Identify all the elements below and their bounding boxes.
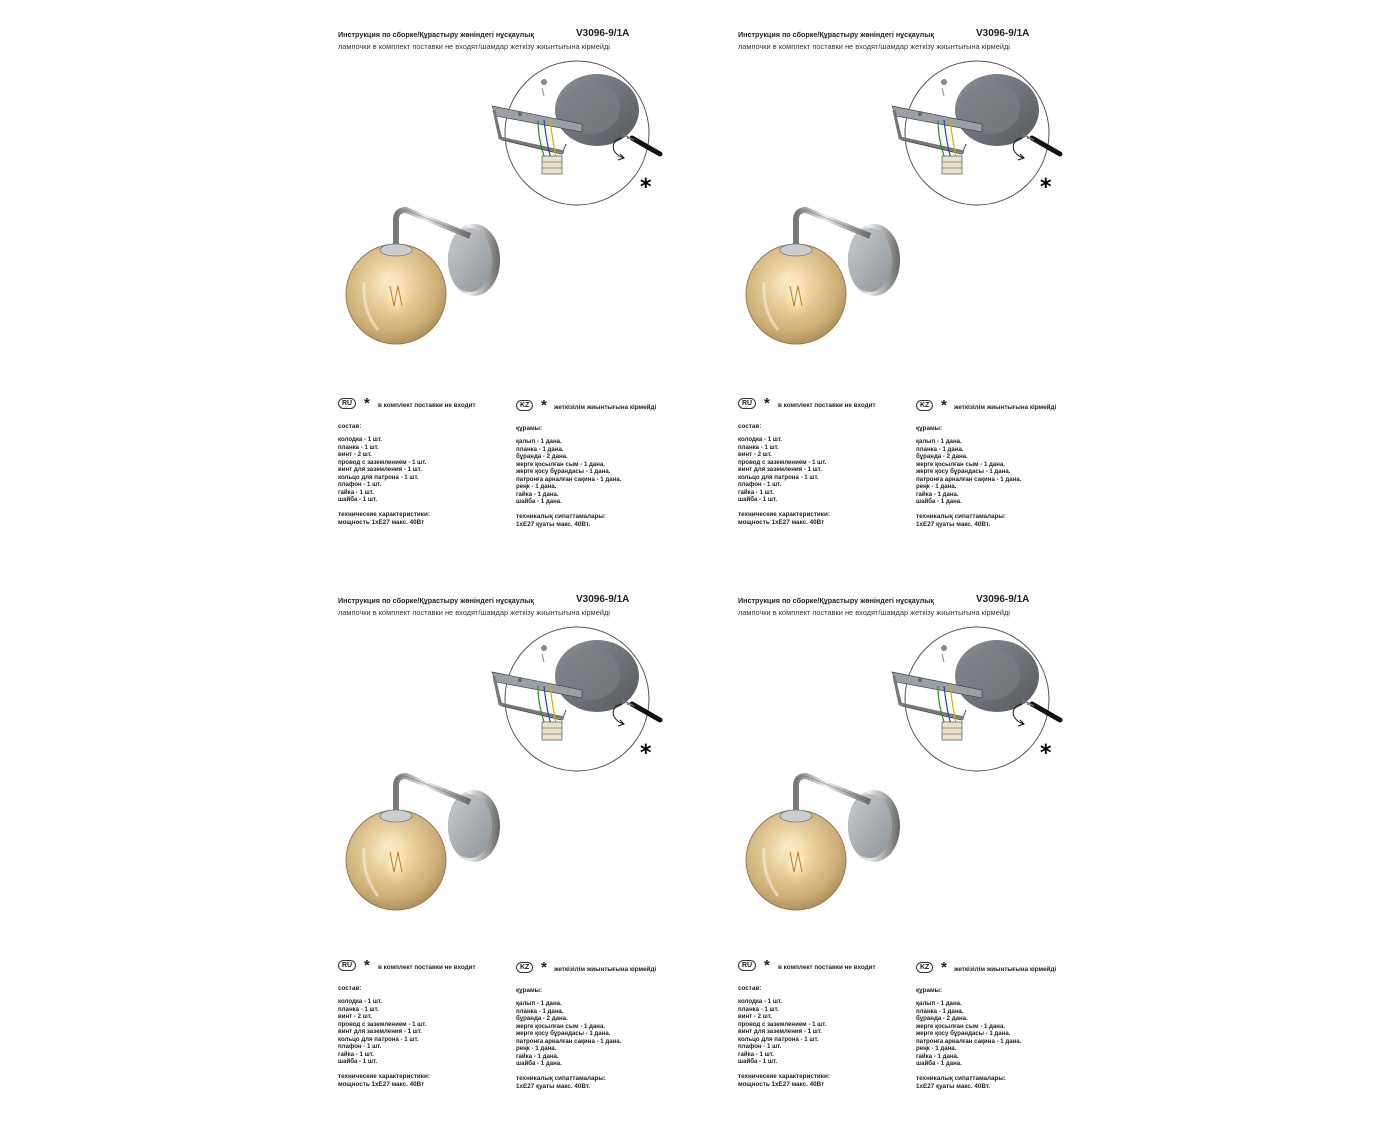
model-number: V3096-9/1A: [576, 594, 630, 605]
kz-contents-list: [516, 1000, 621, 1068]
ru-specs-heading: технические характеристики:: [738, 511, 830, 518]
list-item: гайка - 1 шт.: [338, 1050, 374, 1058]
ru-specs-heading: технические характеристики:: [338, 511, 430, 518]
kz-specs: [516, 513, 606, 528]
kz-specs-heading: техникалық сипаттамалары:: [516, 1075, 606, 1082]
mounting-diagram: [882, 624, 1072, 774]
kz-asterisk: *: [941, 959, 947, 976]
ru-specs-value: мощность 1хЕ27 макс. 40Вт: [738, 518, 825, 526]
list-item: реңк - 1 дана.: [916, 1045, 957, 1052]
diagram-asterisk: *: [640, 741, 652, 766]
list-item: қалып - 1 дана.: [916, 438, 962, 445]
list-item: колодка - 1 шт.: [338, 998, 382, 1005]
ru-contents-heading: состав:: [338, 423, 362, 430]
list-item: жерге қосу бұрандасы - 1 дана.: [516, 468, 611, 475]
instruction-panel-top-left: [290, 0, 670, 560]
list-item: жерге қосылған сым - 1 дана.: [516, 1022, 606, 1030]
list-item: винт для заземления - 1 шт.: [338, 1028, 422, 1035]
list-item: бұранда - 2 дана.: [916, 1015, 968, 1022]
wall-lamp-image: [738, 756, 913, 931]
ru-not-included-note: в комплект поставки не входит: [778, 964, 876, 971]
ru-not-included-note: в комплект поставки не входит: [378, 964, 476, 971]
list-item: жерге қосылған сым - 1 дана.: [916, 460, 1006, 468]
list-item: винт для заземления - 1 шт.: [338, 466, 422, 473]
list-item: провод с заземлением - 1 шт.: [738, 1020, 827, 1028]
ru-asterisk: *: [764, 957, 770, 974]
kz-contents-list: [516, 438, 621, 506]
kz-specs-value: 1хЕ27 қуаты макс. 40Вт.: [916, 520, 991, 528]
ru-not-included-note: в комплект поставки не входит: [378, 402, 476, 409]
ru-specs-heading: технические характеристики:: [338, 1073, 430, 1080]
list-item: винт - 2 шт.: [338, 1013, 372, 1020]
kz-not-included-note: жеткізілім жиынтығына кірмейді: [554, 404, 657, 411]
ru-contents-list: [338, 436, 426, 504]
kz-contents-heading: құрамы:: [916, 987, 943, 994]
list-item: колодка - 1 шт.: [738, 998, 782, 1005]
ru-badge: RU: [738, 398, 756, 409]
list-item: гайка - 1 дана.: [916, 490, 959, 498]
list-item: винт - 2 шт.: [738, 1013, 772, 1020]
instruction-title: Инструкция по сборке/Құрастыру жөніндегі нұсқаулық: [738, 596, 934, 605]
list-item: винт - 2 шт.: [338, 451, 372, 458]
kz-specs-heading: техникалық сипаттамалары:: [916, 1075, 1006, 1082]
diagram-asterisk: *: [1040, 175, 1052, 200]
ru-specs-value: мощность 1хЕ27 макс. 40Вт: [338, 1080, 425, 1088]
list-item: шайба - 1 дана.: [916, 498, 962, 505]
kz-asterisk: *: [941, 397, 947, 414]
mounting-diagram: [482, 58, 672, 208]
kz-contents-list: [916, 438, 1021, 506]
list-item: винт для заземления - 1 шт.: [738, 466, 822, 473]
list-item: бұранда - 2 дана.: [516, 1015, 568, 1022]
list-item: қалып - 1 дана.: [516, 438, 562, 445]
list-item: реңк - 1 дана.: [516, 1045, 557, 1052]
list-item: гайка - 1 шт.: [738, 488, 774, 496]
bulbs-not-included-note: лампочки в комплект поставки не входят/шамдар жеткізу жиынтығына кірмейді: [338, 608, 610, 617]
list-item: шайба - 1 дана.: [516, 498, 562, 505]
list-item: колодка - 1 шт.: [738, 436, 782, 443]
kz-specs-value: 1хЕ27 қуаты макс. 40Вт.: [516, 1082, 591, 1090]
kz-contents-list: [916, 1000, 1021, 1068]
list-item: кольцо для патрона - 1 шт.: [738, 1035, 819, 1043]
list-item: шайба - 1 шт.: [338, 496, 378, 503]
list-item: патронға арналған сақина - 1 дана.: [916, 1037, 1022, 1045]
kz-badge: KZ: [516, 962, 533, 973]
kz-asterisk: *: [541, 397, 547, 414]
list-item: гайка - 1 дана.: [516, 490, 559, 498]
list-item: шайба - 1 шт.: [738, 1058, 778, 1065]
list-item: қалып - 1 дана.: [516, 1000, 562, 1007]
list-item: планка - 1 дана.: [516, 1007, 564, 1015]
kz-badge: KZ: [916, 962, 933, 973]
ru-contents-heading: состав:: [738, 985, 762, 992]
list-item: жерге қосу бұрандасы - 1 дана.: [916, 468, 1011, 475]
list-item: гайка - 1 шт.: [738, 1050, 774, 1058]
model-number: V3096-9/1A: [976, 594, 1030, 605]
ru-asterisk: *: [764, 395, 770, 412]
list-item: жерге қосу бұрандасы - 1 дана.: [916, 1030, 1011, 1037]
ru-specs: [338, 511, 430, 526]
ru-specs: [338, 1073, 430, 1088]
list-item: плафон - 1 шт.: [738, 1043, 782, 1050]
ru-not-included-note: в комплект поставки не входит: [778, 402, 876, 409]
mounting-diagram: [882, 58, 1072, 208]
instruction-panel-top-right: [690, 0, 1070, 560]
diagram-asterisk: *: [640, 175, 652, 200]
list-item: реңк - 1 дана.: [916, 483, 957, 490]
list-item: планка - 1 шт.: [338, 443, 379, 451]
ru-badge: RU: [738, 960, 756, 971]
instruction-title: Инструкция по сборке/Құрастыру жөніндегі нұсқаулық: [338, 596, 534, 605]
kz-contents-heading: құрамы:: [916, 425, 943, 432]
list-item: планка - 1 шт.: [338, 1005, 379, 1013]
bulbs-not-included-note: лампочки в комплект поставки не входят/шамдар жеткізу жиынтығына кірмейді: [738, 42, 1010, 51]
list-item: гайка - 1 дана.: [516, 1052, 559, 1060]
list-item: плафон - 1 шт.: [338, 481, 382, 488]
ru-specs-heading: технические характеристики:: [738, 1073, 830, 1080]
ru-contents-heading: состав:: [738, 423, 762, 430]
list-item: патронға арналған сақина - 1 дана.: [516, 475, 622, 483]
list-item: планка - 1 дана.: [516, 445, 564, 453]
kz-specs-heading: техникалық сипаттамалары:: [916, 513, 1006, 520]
ru-badge: RU: [338, 398, 356, 409]
bulbs-not-included-note: лампочки в комплект поставки не входят/шамдар жеткізу жиынтығына кірмейді: [738, 608, 1010, 617]
instruction-title: Инструкция по сборке/Құрастыру жөніндегі нұсқаулық: [738, 30, 934, 39]
list-item: шайба - 1 дана.: [516, 1060, 562, 1067]
list-item: кольцо для патрона - 1 шт.: [738, 473, 819, 481]
kz-asterisk: *: [541, 959, 547, 976]
list-item: плафон - 1 шт.: [338, 1043, 382, 1050]
list-item: патронға арналған сақина - 1 дана.: [516, 1037, 622, 1045]
kz-not-included-note: жеткізілім жиынтығына кірмейді: [954, 404, 1057, 411]
list-item: гайка - 1 дана.: [916, 1052, 959, 1060]
ru-specs: [738, 1073, 830, 1088]
list-item: колодка - 1 шт.: [338, 436, 382, 443]
kz-specs-value: 1хЕ27 қуаты макс. 40Вт.: [516, 520, 591, 528]
wall-lamp-image: [338, 756, 513, 931]
ru-asterisk: *: [364, 957, 370, 974]
list-item: бұранда - 2 дана.: [516, 453, 568, 460]
wall-lamp-image: [338, 190, 513, 365]
list-item: шайба - 1 шт.: [738, 496, 778, 503]
list-item: планка - 1 дана.: [916, 445, 964, 453]
instruction-panel-bottom-right: [690, 566, 1070, 1126]
model-number: V3096-9/1A: [976, 28, 1030, 39]
list-item: провод с заземлением - 1 шт.: [338, 1020, 427, 1028]
kz-not-included-note: жеткізілім жиынтығына кірмейді: [954, 966, 1057, 973]
list-item: гайка - 1 шт.: [338, 488, 374, 496]
list-item: шайба - 1 шт.: [338, 1058, 378, 1065]
model-number: V3096-9/1A: [576, 28, 630, 39]
kz-not-included-note: жеткізілім жиынтығына кірмейді: [554, 966, 657, 973]
kz-specs: [516, 1075, 606, 1090]
kz-specs-value: 1хЕ27 қуаты макс. 40Вт.: [916, 1082, 991, 1090]
kz-badge: KZ: [516, 400, 533, 411]
ru-specs-value: мощность 1хЕ27 макс. 40Вт: [738, 1080, 825, 1088]
list-item: патронға арналған сақина - 1 дана.: [916, 475, 1022, 483]
list-item: жерге қосылған сым - 1 дана.: [516, 460, 606, 468]
list-item: планка - 1 шт.: [738, 1005, 779, 1013]
ru-contents-heading: состав:: [338, 985, 362, 992]
ru-contents-list: [738, 998, 826, 1066]
instruction-title: Инструкция по сборке/Құрастыру жөніндегі нұсқаулық: [338, 30, 534, 39]
kz-badge: KZ: [916, 400, 933, 411]
list-item: реңк - 1 дана.: [516, 483, 557, 490]
kz-specs-heading: техникалық сипаттамалары:: [516, 513, 606, 520]
list-item: шайба - 1 дана.: [916, 1060, 962, 1067]
list-item: бұранда - 2 дана.: [916, 453, 968, 460]
list-item: планка - 1 шт.: [738, 443, 779, 451]
ru-asterisk: *: [364, 395, 370, 412]
list-item: винт для заземления - 1 шт.: [738, 1028, 822, 1035]
list-item: қалып - 1 дана.: [916, 1000, 962, 1007]
list-item: кольцо для патрона - 1 шт.: [338, 473, 419, 481]
list-item: кольцо для патрона - 1 шт.: [338, 1035, 419, 1043]
ru-contents-list: [738, 436, 826, 504]
kz-contents-heading: құрамы:: [516, 425, 543, 432]
list-item: планка - 1 дана.: [916, 1007, 964, 1015]
list-item: жерге қосу бұрандасы - 1 дана.: [516, 1030, 611, 1037]
wall-lamp-image: [738, 190, 913, 365]
ru-contents-list: [338, 998, 426, 1066]
list-item: провод с заземлением - 1 шт.: [738, 458, 827, 466]
kz-contents-heading: құрамы:: [516, 987, 543, 994]
ru-specs-value: мощность 1хЕ27 макс. 40Вт: [338, 518, 425, 526]
list-item: винт - 2 шт.: [738, 451, 772, 458]
list-item: плафон - 1 шт.: [738, 481, 782, 488]
kz-specs: [916, 1075, 1006, 1090]
instruction-panel-bottom-left: [290, 566, 670, 1126]
diagram-asterisk: *: [1040, 741, 1052, 766]
kz-specs: [916, 513, 1006, 528]
ru-specs: [738, 511, 830, 526]
bulbs-not-included-note: лампочки в комплект поставки не входят/шамдар жеткізу жиынтығына кірмейді: [338, 42, 610, 51]
list-item: провод с заземлением - 1 шт.: [338, 458, 427, 466]
list-item: жерге қосылған сым - 1 дана.: [916, 1022, 1006, 1030]
ru-badge: RU: [338, 960, 356, 971]
mounting-diagram: [482, 624, 672, 774]
